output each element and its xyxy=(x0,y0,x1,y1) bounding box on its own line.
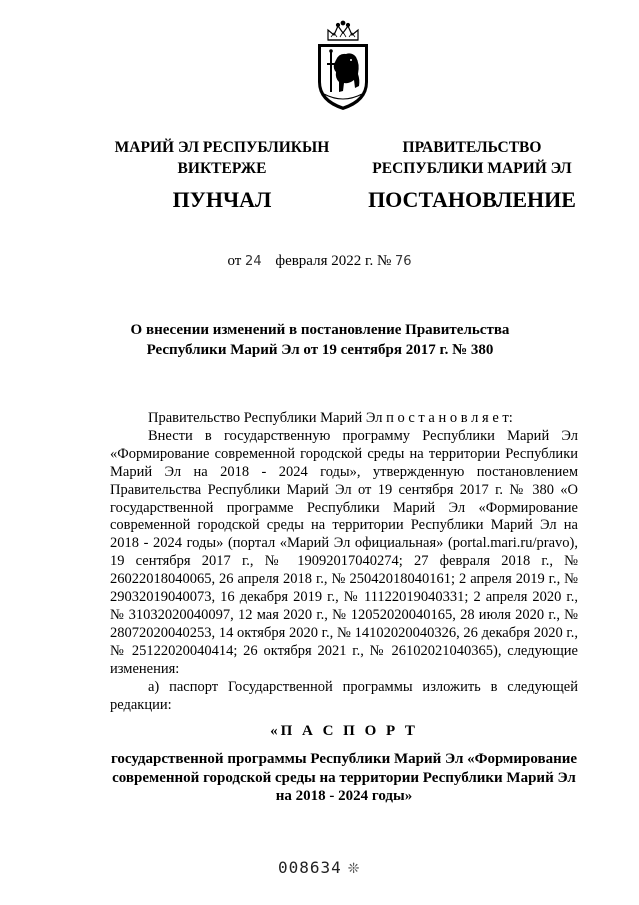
passport-title xyxy=(110,750,578,806)
title-line1: О внесении изменений в постановление Правительства xyxy=(130,322,510,338)
header-right-doc-type: ПОСТАНОВЛЕНИЕ xyxy=(368,187,576,212)
body-paragraph-resolution: Правительство Республики Марий Эл п о с т а н о в л я е т: xyxy=(148,410,513,426)
passport-title-line2: современной городской среды на территории Республики Марий Эл xyxy=(112,769,576,786)
serial-number-stamp xyxy=(278,858,361,877)
crown-icon xyxy=(328,21,358,40)
passport-title-line1: государственной программы Республики Марий Эл «Формирование xyxy=(110,751,578,767)
document-body xyxy=(110,410,578,714)
header-left-doc-type: ПУНЧАЛ xyxy=(172,187,272,212)
header-right-line2: РЕСПУБЛИКИ МАРИЙ ЭЛ xyxy=(372,160,572,177)
date-prefix: от xyxy=(227,253,242,269)
serial-star-mark: ❊ xyxy=(347,861,361,877)
date-number-line xyxy=(0,253,639,270)
header-right-block xyxy=(366,137,578,215)
passport-title-line3: на 2018 - 2024 годы» xyxy=(275,788,413,804)
header-left-block xyxy=(108,137,336,215)
document-title xyxy=(100,320,540,360)
header-left-line1: МАРИЙ ЭЛ РЕСПУБЛИКЫН xyxy=(114,139,330,156)
passport-block xyxy=(110,721,578,806)
serial-number: 008634 xyxy=(278,858,342,877)
passport-heading: «П А С П О Р Т xyxy=(270,723,418,739)
coat-of-arms-bear-icon xyxy=(314,20,372,112)
body-paragraph-passport-intro: а) паспорт Государственной программы изложить в следующей редакции: xyxy=(110,678,578,713)
date-rest: февраля 2022 г. № xyxy=(275,253,392,269)
date-day: 24 xyxy=(245,254,262,269)
title-line2: Республики Марий Эл от 19 сентября 2017 г. № 380 xyxy=(146,342,494,358)
body-paragraph-amendments: Внести в государственную программу Республики Марий Эл «Формирование современной городской среды на территории Республики Марий Эл на 2018 - 2024 годы», утвержденную постановлением Правительства Республики Марий Эл от 19 сентября 2017 г. № 380 «О государственной программе Республики Марий Эл «Формирование современной городской среды на территории Республики Марий Эл на 2018 - 2024 годы» (портал «Марий Эл официальная» (portal.mari.ru/pravo), 19 сентября 2017 г., № 19092017040274; 27 февраля 2018 г., № 26022018040065, 26 апреля 2018 г., № 25042018040161; 2 апреля 2019 г., № 29032019040073, 16 декабря 2019 г., № 11122019040331; 2 апреля 2020 г., № 31032020040097, 12 мая 2020 г., № 12052020040165, 28 июля 2020 г., № 28072020040253, 14 октября 2020 г., № 14102020040326, 26 декабря 2020 г., № 25122020040414; 26 октября 2021 г., № 26102021040365), следующие изменения: xyxy=(110,427,578,677)
document-number: 76 xyxy=(395,254,412,269)
header-right-line1: ПРАВИТЕЛЬСТВО xyxy=(402,139,542,156)
header-left-line2: ВИКТЕРЖЕ xyxy=(177,160,267,177)
